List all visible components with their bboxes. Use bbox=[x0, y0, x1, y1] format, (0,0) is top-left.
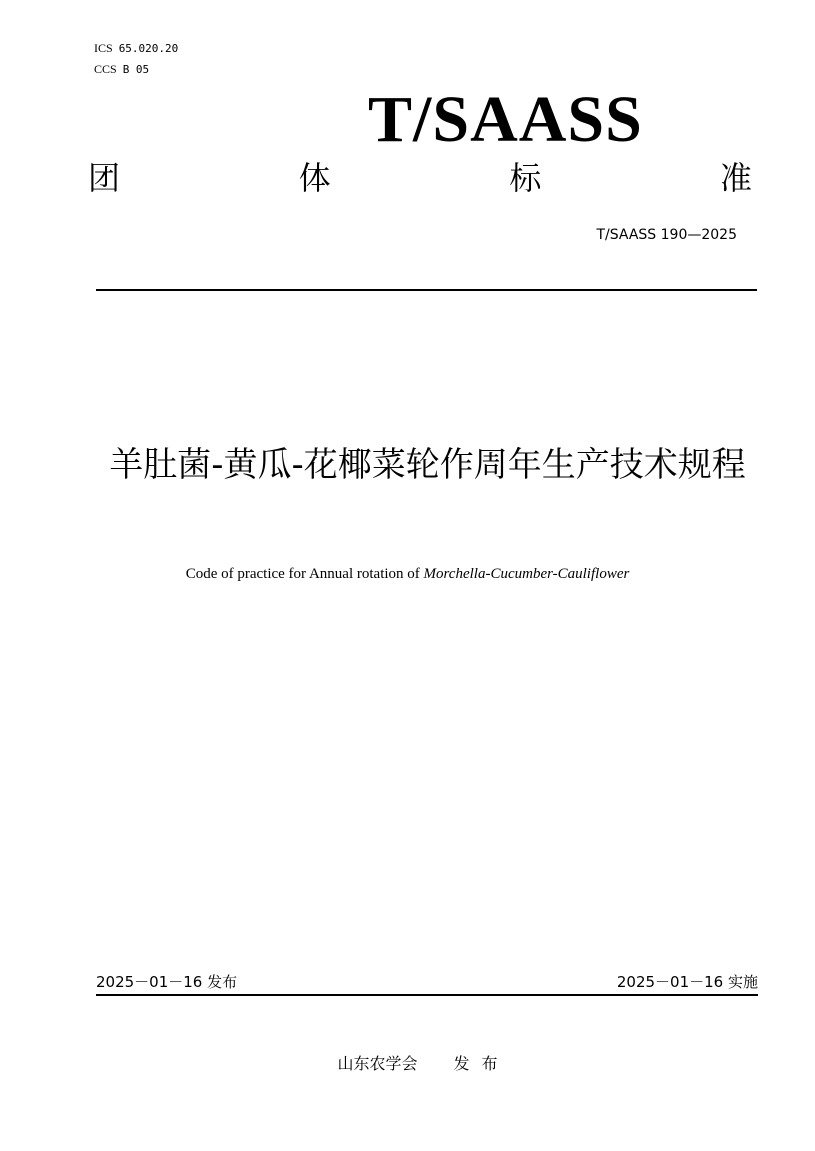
english-title-prefix: Code of practice for Annual rotation of bbox=[185, 566, 424, 582]
ccs-label: CCS bbox=[94, 62, 117, 76]
standard-number: T/SAASS 190—2025 bbox=[596, 227, 737, 243]
ics-value: 65.020.20 bbox=[118, 42, 179, 55]
standard-type-char: 准 bbox=[719, 159, 752, 197]
organization-logo: T/SAASS bbox=[368, 83, 643, 156]
publish-date: 2025－01－16 发布 bbox=[96, 973, 238, 991]
publisher-line bbox=[0, 1053, 815, 1075]
standard-type-char: 标 bbox=[509, 159, 542, 197]
standard-type-char: 体 bbox=[298, 159, 331, 197]
ccs-value: B 05 bbox=[122, 63, 150, 76]
implement-date: 2025－01－16 实施 bbox=[616, 973, 758, 991]
publisher-action: 布 bbox=[481, 1054, 498, 1073]
english-title bbox=[60, 564, 755, 584]
ics-label: ICS bbox=[94, 41, 113, 55]
bottom-divider bbox=[96, 994, 758, 996]
top-divider bbox=[96, 289, 757, 291]
publisher-action: 发 bbox=[453, 1054, 470, 1073]
publisher-name: 山东农学会 bbox=[337, 1054, 418, 1073]
ccs-code bbox=[94, 62, 149, 77]
chinese-title: 羊肚菌-黄瓜-花椰菜轮作周年生产技术规程 bbox=[109, 445, 746, 485]
standard-type bbox=[88, 155, 752, 201]
english-title-italic: Morchella-Cucumber-Cauliflower bbox=[423, 566, 630, 582]
ics-code bbox=[94, 41, 178, 56]
standard-type-char: 团 bbox=[88, 159, 121, 197]
